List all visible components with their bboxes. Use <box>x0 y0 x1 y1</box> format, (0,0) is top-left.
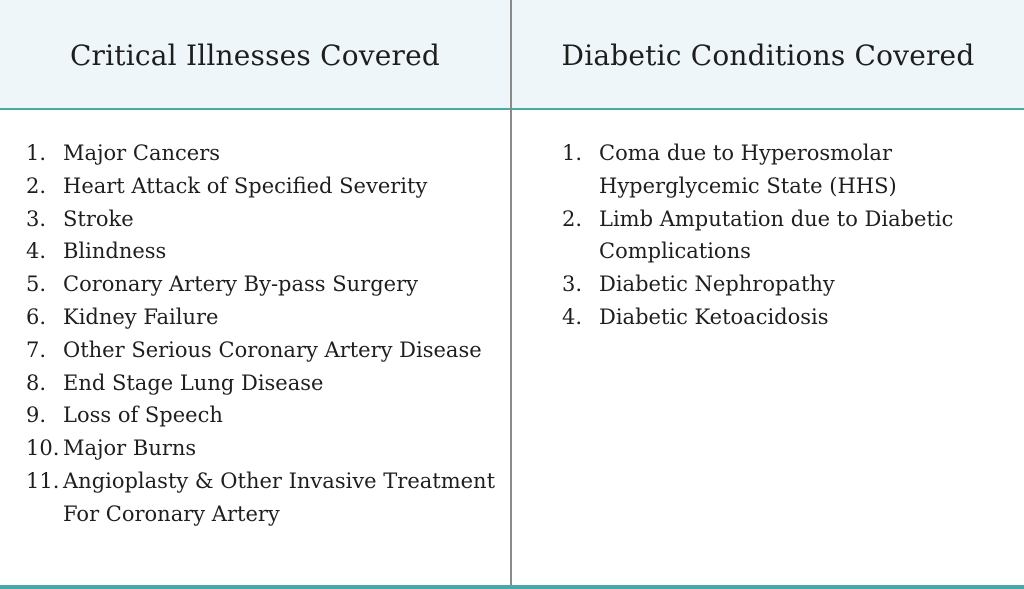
item-text: Major Cancers <box>63 141 221 165</box>
item-number: 10. <box>26 436 60 461</box>
item-text: Kidney Failure <box>63 304 219 329</box>
item-text: Coronary Artery By-pass Surgery <box>63 272 418 297</box>
item-text: Blindness <box>63 239 167 264</box>
list-item <box>26 268 496 301</box>
list-item <box>562 203 1002 269</box>
item-text: Angioplasty & Other Invasive Treatment For Coronary Artery <box>63 468 496 526</box>
item-text: End Stage Lung Disease <box>63 370 324 395</box>
item-number: 1. <box>26 141 47 165</box>
list-item <box>26 432 496 465</box>
column-header-critical-illnesses: Critical Illnesses Covered <box>69 38 441 72</box>
item-text: Coma due to Hyperosmolar Hyperglycemic State (HHS) <box>599 141 897 198</box>
diabetic-conditions-list <box>562 137 1002 334</box>
item-number: 2. <box>26 173 47 198</box>
list-item <box>26 203 496 236</box>
item-number: 9. <box>26 403 47 428</box>
item-number: 4. <box>26 239 47 264</box>
list-item <box>26 399 496 432</box>
item-text: Major Burns <box>63 436 197 461</box>
item-number: 4. <box>562 304 583 329</box>
list-item <box>26 367 496 400</box>
list-item <box>26 170 496 203</box>
item-number: 11. <box>26 468 60 493</box>
item-number: 3. <box>26 206 47 231</box>
item-number: 2. <box>562 206 583 231</box>
list-item <box>562 301 1002 334</box>
column-divider <box>510 0 512 589</box>
column-header-diabetic-conditions: Diabetic Conditions Covered <box>561 38 975 72</box>
item-number: 5. <box>26 272 47 297</box>
list-item <box>562 268 1002 301</box>
item-number: 8. <box>26 370 47 395</box>
item-text: Other Serious Coronary Artery Disease <box>63 337 482 362</box>
item-text: Heart Attack of Specified Severity <box>63 173 428 198</box>
list-item <box>26 465 496 531</box>
critical-illnesses-list <box>26 137 496 531</box>
list-item <box>26 235 496 268</box>
item-text: Limb Amputation due to Diabetic Complications <box>599 206 954 264</box>
item-number: 6. <box>26 304 47 329</box>
bottom-rule <box>0 585 1024 589</box>
item-number: 1. <box>562 141 583 165</box>
list-item <box>26 334 496 367</box>
item-number: 7. <box>26 337 47 362</box>
item-text: Diabetic Nephropathy <box>599 272 835 297</box>
item-text: Diabetic Ketoacidosis <box>599 304 829 329</box>
item-number: 3. <box>562 272 583 297</box>
list-item <box>562 137 1002 203</box>
item-text: Loss of Speech <box>63 403 223 428</box>
item-text: Stroke <box>63 206 134 231</box>
list-item <box>26 137 496 170</box>
list-item <box>26 301 496 334</box>
